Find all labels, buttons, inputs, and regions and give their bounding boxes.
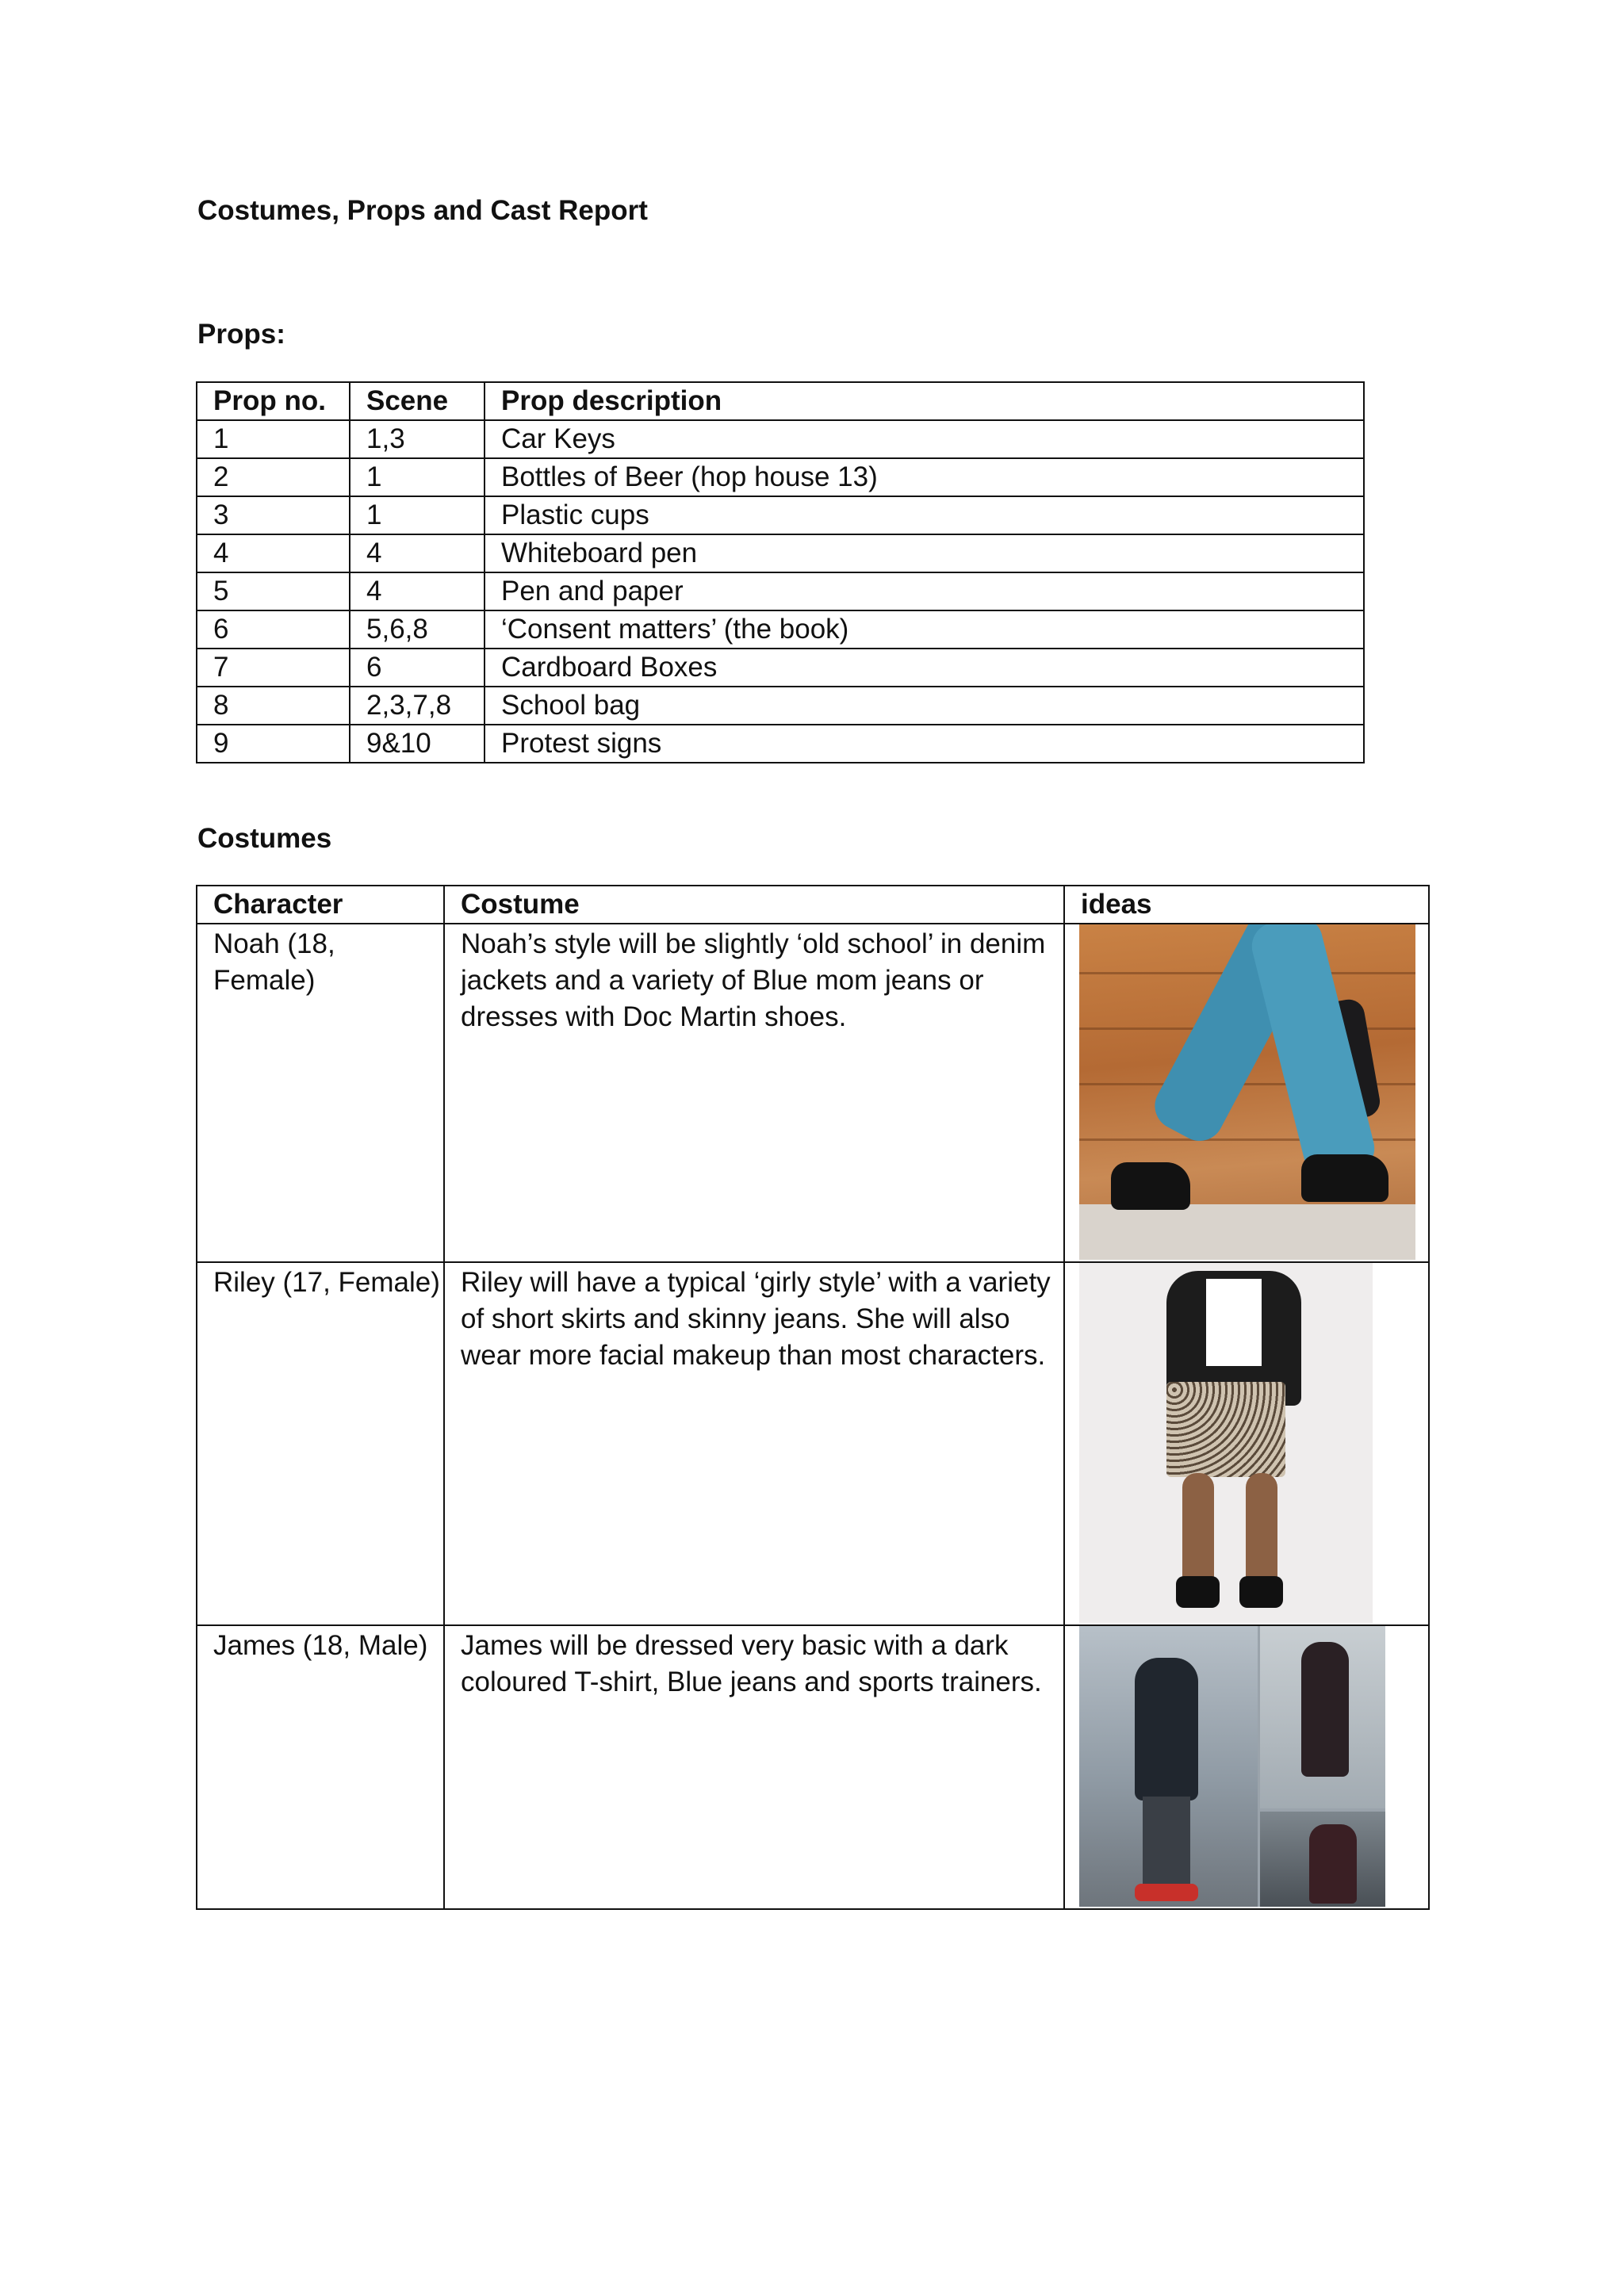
prop-description-cell: Cardboard Boxes xyxy=(485,649,1364,687)
prop-description-cell: Bottles of Beer (hop house 13) xyxy=(485,458,1364,496)
props-header-row xyxy=(197,382,1364,420)
prop-description-cell: ‘Consent matters’ (the book) xyxy=(485,610,1364,649)
prop-no-cell: 1 xyxy=(197,420,350,458)
ideas-cell xyxy=(1064,924,1429,1262)
prop-no-header: Prop no. xyxy=(197,382,350,420)
prop-description-header: Prop description xyxy=(485,382,1364,420)
prop-no-cell: 6 xyxy=(197,610,350,649)
prop-description-cell: Pen and paper xyxy=(485,572,1364,610)
scene-cell: 2,3,7,8 xyxy=(350,687,485,725)
table-row xyxy=(197,1262,1429,1625)
prop-no-cell: 7 xyxy=(197,649,350,687)
props-heading: Props: xyxy=(197,319,285,350)
scene-cell: 4 xyxy=(350,534,485,572)
table-row xyxy=(197,610,1364,649)
scene-cell: 1,3 xyxy=(350,420,485,458)
costume-header: Costume xyxy=(444,886,1064,924)
character-header: Character xyxy=(197,886,444,924)
prop-description-cell: Plastic cups xyxy=(485,496,1364,534)
prop-no-cell: 9 xyxy=(197,725,350,763)
prop-description-cell: Whiteboard pen xyxy=(485,534,1364,572)
scene-cell: 1 xyxy=(350,496,485,534)
props-table xyxy=(196,381,1365,763)
ideas-header: ideas xyxy=(1064,886,1429,924)
noah-costume-idea-image xyxy=(1079,924,1415,1260)
prop-no-cell: 5 xyxy=(197,572,350,610)
table-row xyxy=(197,687,1364,725)
costume-cell: James will be dressed very basic with a dark coloured T-shirt, Blue jeans and sports trainers. xyxy=(444,1625,1064,1909)
prop-description-cell: Car Keys xyxy=(485,420,1364,458)
character-cell: James (18, Male) xyxy=(197,1625,444,1909)
james-costume-idea-image xyxy=(1079,1626,1385,1907)
costumes-heading: Costumes xyxy=(197,823,332,854)
prop-description-cell: School bag xyxy=(485,687,1364,725)
ideas-cell xyxy=(1064,1262,1429,1625)
scene-cell: 6 xyxy=(350,649,485,687)
table-row xyxy=(197,458,1364,496)
table-row xyxy=(197,534,1364,572)
costume-cell: Riley will have a typical ‘girly style’ with a variety of short skirts and skinny jeans. She will also wear more facial makeup than most characters. xyxy=(444,1262,1064,1625)
costumes-header-row xyxy=(197,886,1429,924)
character-cell: Riley (17, Female) xyxy=(197,1262,444,1625)
table-row xyxy=(197,572,1364,610)
document-title: Costumes, Props and Cast Report xyxy=(197,195,648,226)
character-cell: Noah (18, Female) xyxy=(197,924,444,1262)
costumes-table xyxy=(196,885,1430,1910)
table-row xyxy=(197,725,1364,763)
scene-cell: 9&10 xyxy=(350,725,485,763)
table-row xyxy=(197,496,1364,534)
prop-no-cell: 4 xyxy=(197,534,350,572)
table-row xyxy=(197,649,1364,687)
prop-no-cell: 8 xyxy=(197,687,350,725)
scene-cell: 4 xyxy=(350,572,485,610)
scene-header: Scene xyxy=(350,382,485,420)
table-row xyxy=(197,420,1364,458)
costume-cell: Noah’s style will be slightly ‘old school’ in denim jackets and a variety of Blue mom jeans or dresses with Doc Martin shoes. xyxy=(444,924,1064,1262)
ideas-cell xyxy=(1064,1625,1429,1909)
riley-costume-idea-image xyxy=(1079,1263,1373,1623)
prop-description-cell: Protest signs xyxy=(485,725,1364,763)
table-row xyxy=(197,924,1429,1262)
table-row xyxy=(197,1625,1429,1909)
scene-cell: 1 xyxy=(350,458,485,496)
prop-no-cell: 3 xyxy=(197,496,350,534)
prop-no-cell: 2 xyxy=(197,458,350,496)
scene-cell: 5,6,8 xyxy=(350,610,485,649)
